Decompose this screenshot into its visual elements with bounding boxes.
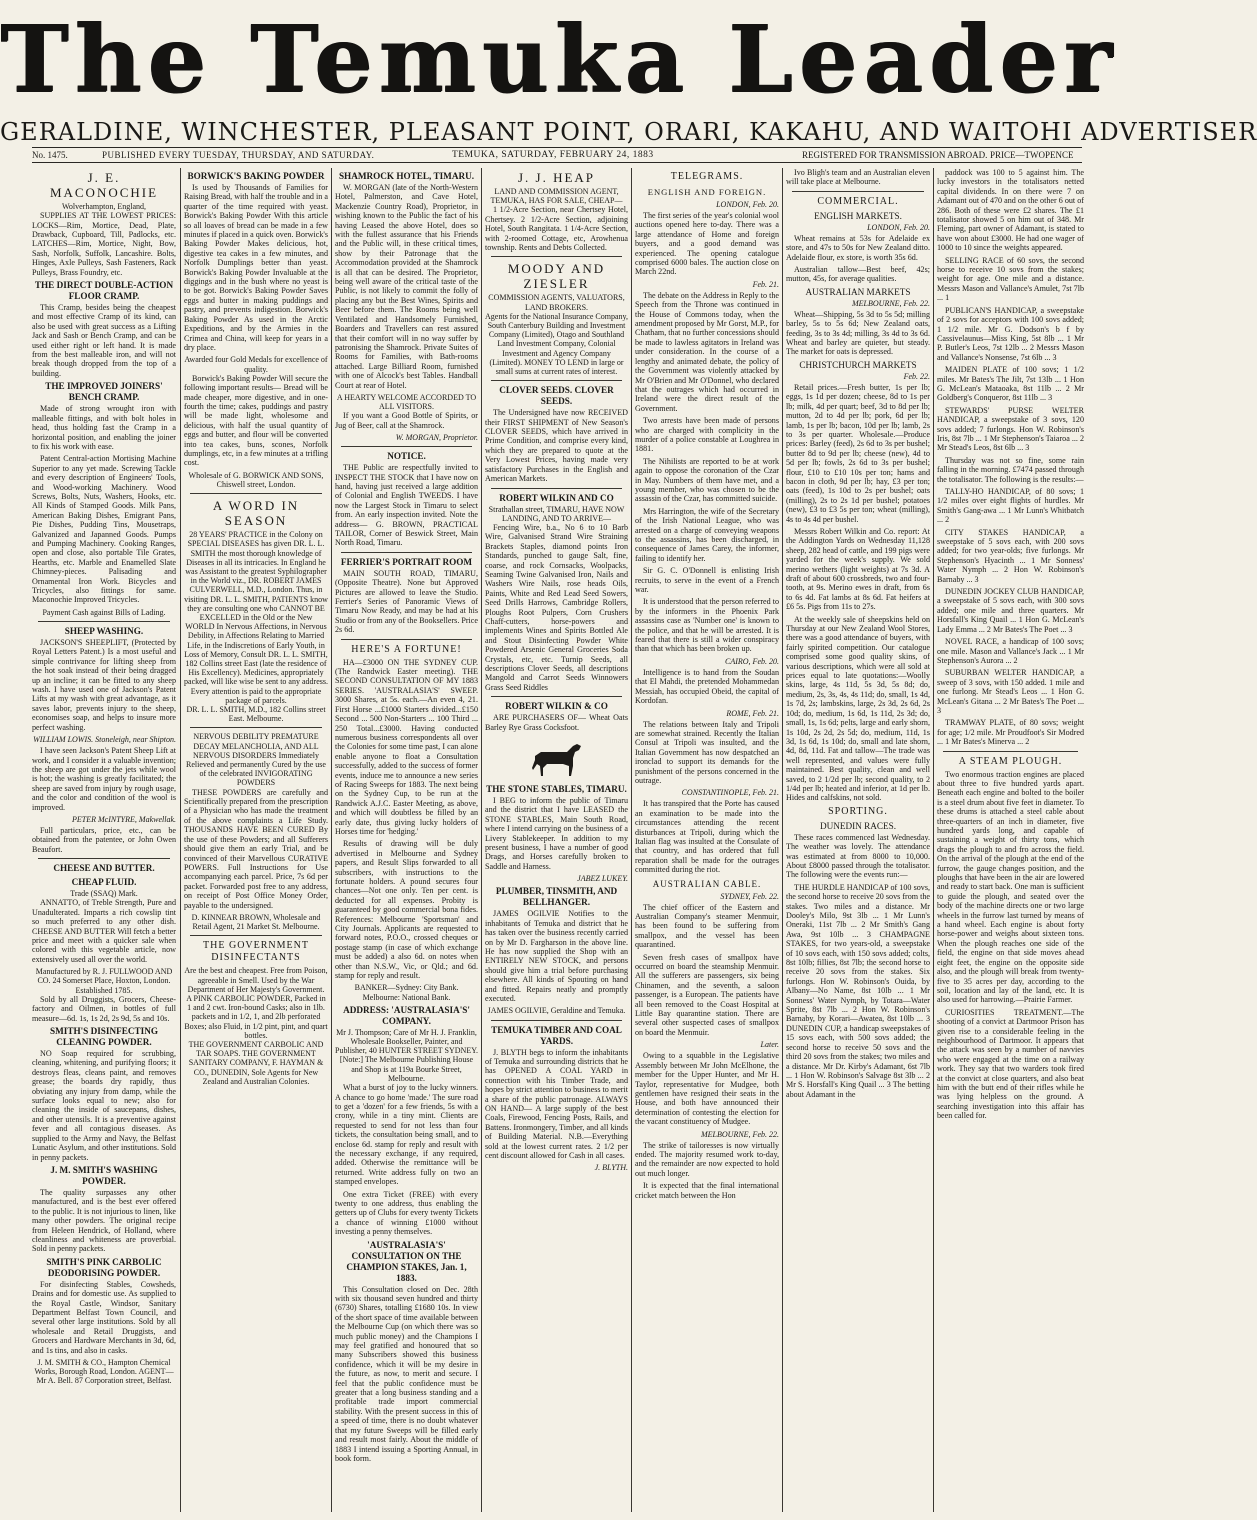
ad-heading: THE DIRECT DOUBLE-ACTION FLOOR CRAMP. bbox=[34, 280, 174, 302]
race-result: STEWARDS' PURSE WELTER HANDICAP, a sweepstake of 3 sovs, 120 sovs added; 7 furlongs. Hon W. Robinson's Iris, 8st 7lb ... 1 Mr Stephenson's Taiaroa ... 2 Mr Stead's Leos, 8st 6lb ... 3 bbox=[937, 405, 1084, 453]
news-paragraph: Owing to a squabble in the Legislative Assembly between Mr John McElhone, the member for the Upper Hunter, and Mr H. Taylor, representative for Mudgee, both gentlemen have resigned their seats in the House, and both have announced their determination of contesting the election for the vacant constituency of Mudgee. bbox=[635, 1051, 779, 1127]
ad-text: The quality surpasses any other manufactured, and is the best ever offered to the public. It is not injurious to linen, like many other powders. The original recipe from Heleen Hendrick, of Holland, where cleanliness and whiteness are proverbial. Sold in penny packets. bbox=[32, 1187, 176, 1254]
divider bbox=[341, 446, 472, 447]
ad-text: For disinfecting Stables, Cowsheds, Drains and for domestic use. As supplied to the Royal Castle, Windsor, Sanitary Department Belfast Town Council, and several other large institutions. Sold by all wholesale and Retail Druggists, and Grocers and Hardware Merchants in 3d, 6d, and 1s tins, and also in casks. bbox=[32, 1279, 176, 1355]
registered-note: REGISTERED FOR TRANSMISSION ABROAD. bbox=[802, 150, 988, 160]
ad-text: MAIN SOUTH ROAD, TIMARU, (Opposite Theatre). None but Approved Pictures are allowed to leave the Studio. Ferrier's Series of Panoramic Views of Timaru Now Ready, and may be had at his Studio or from any of the Booksellers. Price 2s 6d. bbox=[335, 568, 478, 635]
column-rule bbox=[180, 168, 181, 1512]
ad-text: The Undersigned have now RECEIVED their FIRST SHIPMENT of New Season's CLOVER SEEDS, which have arrived in Prime Condition, and comprise every kind, which they are prepared to quote at the Very Lowest Prices, having made very satisfactory Purchases in the English and American Markets. bbox=[485, 408, 628, 484]
column-2 bbox=[184, 168, 328, 1512]
news-paragraph: The chief officer of the Eastern and Australian Company's steamer Menmuir, has been found to be suffering from smallpox, and the vessel has been quarantined. bbox=[635, 902, 779, 950]
section-heading: SPORTING. bbox=[828, 805, 888, 817]
ad-text: This Cramp, besides being the cheapest and most effective Cramp of its kind, can also be used with great success as a Lifting Jack and Sash or Bench Cramp, and can be used either right or left hand. It is made from the best malleable iron, and will not break though dropped from the top of a building. bbox=[32, 303, 176, 378]
ad-text: Mr J. Thompson; Care of Mr H. J. Franklin, Wholesale Bookseller, Painter, and Publisher, 40 HUNTER STREET SYDNEY. [Note:] The Melbourne Publishing House and Shop is at 119a Bourke Street, Melbourne. bbox=[335, 1027, 478, 1083]
divider bbox=[341, 552, 472, 553]
ad-text: I have seen Jackson's Patent Sheep Lift at work, and I consider it a valuable invention; the sheep are got under the jets while wool is hot; the washing is greatly facilitated; the sheep are saved from injury by rough usage, and the color and condition of the wool is improved. bbox=[32, 746, 176, 812]
ad-heading: TEMUKA TIMBER AND COAL YARDS. bbox=[491, 1024, 622, 1046]
ad-heading: J. M. SMITH'S WASHING POWDER. bbox=[50, 1164, 158, 1186]
ad-heading: CHEAP FLUID. bbox=[71, 877, 137, 888]
ad-text: Agents for the National Insurance Company, South Canterbury Building and Investment Company (Limited), Otago and Southland Land Investment Company, Colonial Investment and Agency Company (Limited). MONEY TO LEND in large or small sums at current rates of interest. bbox=[485, 311, 628, 377]
divider bbox=[491, 696, 622, 697]
news-paragraph: CURIOSITIES TREATMENT.—The shooting of a convict at Dartmoor Prison has given rise to a considerable feeling in the neighbourhood of Dartmoor. It appears that the attack was seen by a number of navvies who were engaged at the time on a railway work. They say that two warders took fired at the convict at close quarters, and also beat him with the butt end of their rifles while he was lying helpless on the ground. A searching investigation into this affair has been called for. bbox=[937, 1007, 1084, 1121]
ad-text: If you want a Good Bottle of Spirits, or Jug of Beer, call at the Shamrock. bbox=[335, 411, 478, 430]
news-paragraph: It is understood that the person referred to by the informers in the Phoenix Park assassins case as 'Number one' is known to the police, and that he will be arrested. It is feared that there is still a wider conspiracy than that which has been broken up. bbox=[635, 597, 779, 654]
news-paragraph: Wheat—Shipping, 5s 3d to 5s 5d; milling barley, 5s to 5s 6d; New Zealand oats, feeding, 3s to 3s 4d; milling, 3s 4d to 3s 6d. Wheat and barley are quieter, but steady. The market for oats is depressed. bbox=[786, 309, 930, 357]
dateline: MELBOURNE, Feb. 22. bbox=[701, 1129, 779, 1139]
section-subheading: ENGLISH AND FOREIGN. bbox=[647, 187, 767, 197]
race-result: NOVEL RACE, a handicap of 100 sovs; one mile. Mason and Vallance's Jack ... 1 Mr Stephenson's Aurora ... 2 bbox=[937, 637, 1084, 665]
ad-text: THE GOVERNMENT CARBOLIC AND TAR SOAPS. THE GOVERNMENT SANITARY COMPANY, F. HAYMAN & CO., DUNEDIN, Sole Agents for New Zealand and Australian Colonies. bbox=[188, 1039, 324, 1086]
column-7 bbox=[937, 168, 1084, 1512]
ad-text: W. MORGAN (late of the North-Western Hotel, Palmerston, and Cave Hotel, Mackenzie Country Road), Proprietor, in wishing known to the Public the fact of his having Leased the above Hotel, does so with the fullest assurance that his Friends and the Public will, in these critical times, show by their Patronage that the Accommodation provided at the Shamrock is all that can be desired. The Proprietor, being well aware of the critical taste of the Public, is not likely to commit the folly of placing any but the Best Wines, Spirits and Beer before them. The Rooms being well Ventilated and Handsomely Furnished, Boarders and Travellers can rest assured that their comfort will in no way suffer by patronising the Shamrock. Private Suites of Rooms for Families, with Bath-rooms attached. Large Billiard Room, furnished with one of Alcock's best Tables. Handball Court at rear of Hotel. bbox=[335, 183, 478, 390]
ad-signature: WILLIAM LOWIS. Stoneleigh, near Shipton. bbox=[33, 735, 176, 745]
ad-heading: FERRIER'S PORTRAIT ROOM bbox=[340, 556, 473, 567]
news-paragraph: Mrs Harrington, the wife of the Secretary of the Irish National League, who was arrested on a charge of conveying weapons to the assassins, has been discharged, in consequence of James Carey, the informer, failing to identify her. bbox=[635, 506, 779, 563]
ad-heading: SMITH'S PINK CARBOLIC DEODORISING POWDER. bbox=[46, 1256, 162, 1278]
race-results: THE HURDLE HANDICAP of 100 sovs, the second horse to receive 20 sovs from the stakes. Two miles and a distance. Mr Dooley's Milo, 9st 3lb ... 1 Mr Lunn's Oneraki, 11st 7lb ... 2 Mr Smith's Gang Awa, 9st 10lb ... 3 CHAMPAGNE STAKES, for two years-old, a sweepstake of 10 sovs each, with 150 sovs added; colts, 8st 10lb; fillies, 8st 7lb; the second horse to receive 20 sovs from the stakes. Six furlongs. Hon W. Robinson's Ouida, by Albany—No Name, 8st 10lb ... 1 Mr Sonness' Water Nymph, by Totara—Water Sprite, 8st 7lb ... 2 Hon W. Robinson's Barnaby, by Korari—Awatea, 8st 10lb ... 3 DUNEDIN CUP, a handicap sweepstakes of 15 sovs each, with 500 sovs added; the second horse to receive 50 sovs and the third 20 sovs from the stakes; two miles and a distance. Mr Dr. Kirby's Adamant, 6st 7lb ... 1 Hon W. Robinson's Salvage 8st 3lb ... 2 Mr S. Horsfall's King Quail ... 3 The betting about Adamant in the bbox=[786, 882, 930, 1099]
ad-text: A HEARTY WELCOME ACCORDED TO ALL VISITORS. bbox=[336, 392, 477, 412]
ad-heading: THE IMPROVED JOINERS' BENCH CRAMP. bbox=[45, 381, 163, 403]
news-paragraph: Seven fresh cases of smallpox have occurred on board the steamship Menmuir. All the sufferers are passengers, six being Chinamen, and the seventh, a saloon passenger, is a European. The patients have all been removed to the Coast Hospital at Little Bay quarantine station. There are several other suspected cases of smallpox on board the Menmuir. bbox=[635, 952, 779, 1037]
issue-number: No. 1475. bbox=[32, 150, 68, 160]
ad-heading: NERVOUS DEBILITY PREMATURE DECAY MELANCHOLIA, AND ALL NERVOUS DISORDERS Immediately Relieved and permanently Cured by the use of the celebrated INVIGORATING POWDERS bbox=[186, 732, 326, 788]
ad-text: THESE POWDERS are carefully and Scientifically prepared from the prescription of a Physician who has made the treatment of the above complaints a Life Study. THOUSANDS HAVE BEEN CURED By the use of these Powders; and all Sufferers should give them an early Trial, and be convinced of their Marvellous CURATIVE POWERS. Full Instructions for Use accompanying each parcel. Price, 7s 6d per packet. Forwarded post free to any address, on receipt of Post Office Money Order, payable to the undersigned. bbox=[184, 787, 328, 910]
published-note: PUBLISHED EVERY TUESDAY, THURSDAY, AND SATURDAY. bbox=[102, 150, 375, 160]
section-subheading: AUSTRALIAN MARKETS bbox=[805, 286, 911, 297]
ad-signature: W. MORGAN, Proprietor. bbox=[395, 433, 478, 443]
divider bbox=[491, 380, 622, 381]
race-result: PUBLICAN'S HANDICAP, a sweepstake of 2 sovs for acceptors with 100 sovs added; 1 1/2 mile. Mr G. Dodson's b f by Cassivelaunus—Miss King, 5st 8lb ... 1 Mr P. Butler's Leos, 7st 12lb ... 2 Messrs Mason and Vallance's Nonsense, 7st 6lb ... 3 bbox=[937, 305, 1084, 362]
dateline: Feb. 22. bbox=[903, 371, 930, 381]
section-subheading: DUNEDIN RACES. bbox=[819, 820, 897, 831]
price: PRICE—TWOPENCE bbox=[990, 150, 1074, 160]
ad-heading: J. J. HEAP bbox=[517, 170, 596, 185]
ad-heading: NOTICE. bbox=[387, 451, 426, 462]
dateline: LONDON, Feb. 20. bbox=[867, 222, 930, 232]
ad-text: Manufactured by R. J. FULLWOOD AND CO. 24 Somerset Place, Hoxton, London. Established 1785. bbox=[35, 967, 173, 995]
ad-text: Payment Cash against Bills of Lading. bbox=[42, 607, 166, 617]
section-heading: COMMERCIAL. bbox=[817, 195, 899, 207]
ad-text: Made of strong wrought iron with malleable fittings, and with bolt holes in head, thus holding fast the Cramp in a horizontal position, and enabling the joiner to fix his work with ease. bbox=[32, 404, 176, 451]
news-paragraph: Two arrests have been made of persons who are charged with complicity in the murder of a police constable at Loughrea in 1881. bbox=[635, 416, 779, 454]
news-paragraph: Wheat remains at 53s for Adelaide ex store, and 47s to 50s for New Zealand ditto. Adelaide flour, ex store, is worth 35s 6d. bbox=[786, 233, 930, 262]
column-rule bbox=[631, 168, 632, 1512]
ad-text: BANKER—Sydney: City Bank. Melbourne: National Bank. bbox=[354, 983, 459, 1002]
ad-text: Sold by all Druggists, Grocers, Cheese-factory and Oilmen, in bottles of full measure—6d. 1s, 1s 2d, 2s 9d, 5s and 10s. bbox=[32, 994, 176, 1023]
column-rule bbox=[782, 168, 783, 1512]
section-heading: AUSTRALIAN CABLE. bbox=[652, 878, 762, 889]
ad-text: JAMES OGILVIE Notifies to the inhabitants of Temuka and district that he has taken over the business recently carried on by Mr D. Fargharson in the above line. He has now supplied the Shop with an ENTIRELY NEW STOCK, and persons should give him a trial before purchasing elsewhere. All kinds of Spouting on hand and fitted. Repairs neatly and promptly executed. bbox=[485, 909, 628, 1003]
news-paragraph: The relations between Italy and Tripoli are somewhat strained. Recently the Italian Consul at Tripoli was insulted, and the Italian Government has now despatched an ironclad to support its demands for the punishment of the persons concerned in the outrage. bbox=[635, 719, 779, 785]
news-paragraph: At the weekly sale of sheepskins held on Thursday at our New Zealand Wool Stores, there was a good attendance of buyers, with fairly spirited competition. Our catalogue comprised some good quality skins, of various descriptions, which were all sold at prices equal to late quotations:—Woolly skins, large, 4s 11d, 5s 3d, 5s 8d; do, medium, 2s, 3s, 4s, 4s 11d; do, small, 1s 4d, 1s 7d, 2s; lambskins, large, 2s 3d, 2s 6d, 2s 10d; do, medium, 1s 6d, 1s 11d, 2s 3d; do, small, 1s, 1s 6d; pelts, large and early shorn, 1s 10d, 2s 2d, 2s 5d; do, medium, 11d, 1s 3d, 1s 6d, 1s 10d; do, small and late shorn, 4d, 8d, 11d. Fat and tallow—The trade was well represented, and values were fully maintained. Best quality, clean and well saved, to 2 1/2d per lb; second quality, to 2 1/4d per lb; heated and inferior, at 1d per lb. Hides and calfskins, not sold. bbox=[786, 614, 930, 803]
race-result: MAIDEN PLATE of 100 sovs; 1 1/2 miles. Mr Bates's The Jilt, 7st 13lb ... 1 Hon G. McLean's Mataoaka, 8st 11lb ... 2 Mr Goldberg's Conqueror, 8st 11lb ... 3 bbox=[937, 365, 1084, 403]
divider bbox=[792, 191, 924, 192]
news-paragraph: The debate on the Address in Reply to the Speech from the Throne was continued in the House of Commons today, when the amendment proposed by Mr Gorst, M.P., for Chatham, that no further concessions should be made to lawless agitators in Ireland was under consideration. In the course of a lengthy and animated debate, the policy of the Government was violently attacked by Mr O'Brien and Mr O'Donnel, who declared that the outrages which had occurred in Ireland were the direct result of the Government. bbox=[635, 290, 779, 413]
column-4 bbox=[485, 168, 628, 1512]
ad-text: Borwick's Baking Powder Will secure the following important results— Bread will be made cheaper, more digestive, and in one-fourth the time; cakes, puddings and pastry will be made light, wholesome and delicious, with half the usual quantity of eggs and butter, and flour will be converted into tea cakes, buns, scones, Norfolk dumplings, etc, in a few minutes at a trifling cost. bbox=[184, 373, 328, 468]
ad-text: Fencing Wire, b.a., No 6 to 10 Barb Wire, Galvanised Strand Wire Straining Brackets Staples, diamond points Iron Standards, punched to gauge Salt, fine, coarse, and rock Cornsacks, Woolpacks, Seaming Twine Galvanised Iron, Nails and Washers Wire Nails, rose heads Oils, Paints, White and Red Lead Seed Sowers, Seed Drills Harrows, Cambridge Rollers, Ploughs Root Pulpers, Corn Crushers Chaff-cutters, horse-powers and implements Wines and Spirits Bottled Ale and Stout Disinfecting Powder White Powdered Arsenic General Groceries Soda Crystals, etc, etc. Turnip Seeds, all descriptions Clover Seeds, all descriptions Mangold and Carrot Seeds Winnowers Grass Seed Riddles bbox=[485, 522, 628, 692]
dateline: CONSTANTINOPLE, Feb. 21. bbox=[681, 788, 779, 798]
ad-heading: PLUMBER, TINSMITH, AND BELLHANGER. bbox=[495, 886, 618, 908]
column-3 bbox=[335, 168, 478, 1512]
trade-mark: Trade (SSAQ) Mark. bbox=[70, 889, 138, 899]
column-1 bbox=[32, 168, 176, 1512]
column-rule bbox=[933, 168, 934, 1512]
ad-text: Full particulars, price, etc., can be obtained from the patentee, or John Owen Beaufort. bbox=[32, 825, 176, 854]
ad-text: HA—£3000 ON THE SYDNEY CUP. (The Randwick Easter meeting). THE SECOND CONSULTATION OF MY 1883 SERIES. 'AUSTRALASIA'S' SWEEP. 3000 Shares, at 5s. each.—An even 4, 21. First Horse ...£1000 Starters divided...£150 Second ... 500 Non-Starters ... 100 Third ... 250 Total...£3000. Having conducted numerous business correspondents all over the Colonies for some time past, I can alone enable anyone to float a Consultation successfully, added to the success of former events, induce me to announce a new series of Racing Sweeps for 1883. The next being on the Sydney Cup, to be run at the Randwick A.J.C. Easter Meeting, as above, and which will doubtless be filled by an early date, thus giving lucky holders of Horses time for 'hedging.' bbox=[335, 657, 478, 836]
masthead-rule bbox=[32, 147, 1082, 148]
ad-heading: SHAMROCK HOTEL, TIMARU. bbox=[338, 171, 475, 181]
ad-heading: CLOVER SEEDS. CLOVER SEEDS. bbox=[499, 385, 614, 407]
dateline: CAIRO, Feb. 20. bbox=[725, 656, 779, 666]
ad-heading: THE GOVERNMENT DISINFECTANTS bbox=[203, 940, 309, 964]
divider bbox=[38, 858, 170, 859]
news-paragraph: These races commenced last Wednesday. The weather was lovely. The attendance was estimated at from 8000 to 10,000. About £8000 passed through the totalisator. The following were the events run:— bbox=[786, 832, 930, 880]
ad-heading: ADDRESS: 'AUSTRALASIA'S' COMPANY. bbox=[343, 1004, 470, 1026]
dateline: MELBOURNE, Feb. 22. bbox=[852, 298, 930, 308]
divider bbox=[491, 256, 622, 257]
race-result: TALLY-HO HANDICAP, of 80 sovs; 1 1/2 miles over eight flights of hurdles. Mr Smith's Gang-awa ... 1 Mr Lunn's Whitbatch ... 2 bbox=[937, 487, 1084, 525]
ad-text: I BEG to inform the public of Timaru and the district that I have LEASED the STONE STABLES, Main South Road, where I intend carrying on the business of a Livery Stablekeeper. In addition to my present business, I have a number of good Drags, and Horses carefully broken to Saddle and Harness. bbox=[485, 796, 628, 871]
column-rule bbox=[481, 168, 482, 1512]
dateline bbox=[32, 149, 1082, 163]
race-result: CITY STAKES HANDICAP, a sweepstake of 5 sovs each, with 200 sovs added; for two year-olds; five furlongs. Mr Stephenson's Hyacinth ... 1 Mr Sonness' Water Nymph ... 2 Hon W. Robinson's Barnaby ... 3 bbox=[937, 527, 1084, 584]
ad-heading: THE STONE STABLES, TIMARU. bbox=[486, 784, 627, 795]
horse-illustration-icon bbox=[527, 736, 587, 780]
masthead-rule-lower bbox=[32, 162, 1082, 163]
ad-heading: MOODY AND ZIESLER bbox=[507, 261, 606, 292]
ad-signature: J. BLYTH. bbox=[594, 1163, 628, 1173]
dateline: SYDNEY, Feb. 22. bbox=[720, 891, 779, 901]
ad-signature: JABEZ LUKEY. bbox=[577, 874, 628, 884]
dateline: LONDON, Feb. 20. bbox=[716, 200, 779, 209]
ad-signature: PETER McINTYRE, Makwellak. bbox=[72, 814, 176, 824]
ad-subheading: Wolverhampton, England, bbox=[61, 202, 146, 211]
ad-subheading: Strathallan street, TIMARU, HAVE NOW LANDING, AND TO ARRIVE— bbox=[488, 504, 625, 523]
race-result: SUBURBAN WELTER HANDICAP, a sweep of 3 sovs, with 150 added. 1 mile and one furlong. Mr Stead's Leos ... 1 Hon G. McLean's Gitana ... 2 Mr Bates's The Poet ... 3 bbox=[937, 668, 1084, 715]
ad-heading: SMITH'S DISINFECTING CLEANING POWDER. bbox=[50, 1026, 158, 1048]
divider bbox=[491, 1020, 622, 1021]
ad-signature: JAMES OGILVIE, Geraldine and Temuka. bbox=[487, 1006, 626, 1016]
race-result: TRAMWAY PLATE, of 80 sovs; weight for age; 1/2 mile. Mr Proudfoot's Sir Modred ... 1 Mr Bates's Minerva ... 2 bbox=[937, 718, 1084, 747]
issue-date: TEMUKA, SATURDAY, FEBRUARY 24, 1883 bbox=[452, 150, 654, 160]
race-result: DUNEDIN JOCKEY CLUB HANDICAP, a sweepstake of 5 sovs each, with 300 sovs added; one mile and three quarters. Mr Horsfall's King Quail ... 1 Hon G. McLean's Lady Emma ... 2 Mr Bates's The Poet ... 3 bbox=[937, 587, 1084, 634]
ad-text: J. BLYTH begs to inform the inhabitants of Temuka and surrounding districts that he has OPENED A COAL YARD in connection with his Timber Trade, and hopes by strict attention to business to merit a share of the public patronage. ALWAYS ON HAND— A large supply of the best Coals, Firewood, Fencing Posts, Rails, and Battens. Ironmongery, Timber, and all kinds of Building Material. N.B.—Everything sold at the lowest current rates. 2 1/2 per cent discount allowed for Cash in all cases. bbox=[485, 1047, 628, 1161]
news-paragraph: Messrs Robert Wilkin and Co. report: At the Addington Yards on Wednesday 11,128 sheep, 282 head of cattle, and 199 pigs were yarded for the week's supply. We sold merino wethers (light weights) at 7s 3d. A draft of about 600 crossbreds, two and four-tooth, at 9s. Merino ewes in draft, from 6s to 6s 4d. Fat lambs at 8s 6d. Fat heifers at £6 5s. Pigs from 11s to 27s. bbox=[786, 526, 930, 612]
news-paragraph: It has transpired that the Porte has caused an examination to be made into the circumstances attending the recent disturbances at Tripoli, during which the Italian flag was insulted at the Consulate of that country, and has ordered that full reparation shall be made for the outrages committed during the riot. bbox=[635, 799, 779, 875]
ad-text: NO Soap required for scrubbing, cleaning, whitening, and purifying floors; it destroys fleas, cleans paint, and removes grease; the boards dry rapidly, thus obviating any injury from damp, while the surface looks equal to new; also for cleaning the inside of saucepans, dishes, and other utensils. It is a preventive against fever and all contagious diseases. As supplied to the Army and Navy, the Belfast Lunatic Asylum, and other institutions. Sold in penny packets. bbox=[32, 1049, 176, 1162]
news-paragraph: Retail prices.—Fresh butter, 1s per lb; eggs, 1s 1d per dozen; cheese, 8d to 1s per lb; milk, 4d per quart; beef, 3d to 8d per lb; mutton, 2d to 4d per lb; pork, 6d per lb; lamb, 1s per lb; bacon, 10d per lb; lamb, 2s to 3s per quarter. Wholesale.—Produce prices: Barley (feed), 2s 6d to 3s per bushel; butter 8d to 9d per lb; cheese (new), 4d to 5d per lb; fowls, 2s 6d to 3s per bushel; flour, £10 to £10 10s per ton; hams and bacon in cloth, 9d per lb; hay, £3 per ton; oats (feed), 1s 10d to 2s per bushel; oats (milling), 2s to 2s 1d per bushel; potatoes (new), £3 to £3 5s per ton; wheat (milling), 4s to 4s 4d per bushel. bbox=[786, 382, 930, 524]
section-subheading: ENGLISH MARKETS. bbox=[814, 210, 902, 221]
divider bbox=[190, 727, 322, 728]
ad-heading: J. E. MACONOCHIE bbox=[49, 170, 159, 200]
ad-heading: ROBERT WILKIN AND CO bbox=[499, 492, 614, 503]
divider bbox=[190, 493, 322, 494]
ad-heading: HERE'S A FORTUNE! bbox=[351, 643, 462, 655]
ad-subheading: LAND AND COMMISSION AGENT, TEMUKA, HAS FOR SALE, CHEAP— bbox=[490, 187, 623, 206]
ad-signature: J. M. SMITH & CO., Hampton Chemical Works, Borough Road, London. AGENT—Mr A. Bell. 87 Corporation street, Belfast. bbox=[34, 1358, 174, 1386]
race-result: SELLING RACE of 60 sovs, the second horse to receive 10 sovs from the stakes; weight for age. One mile and a distance. Messrs Mason and Vallance's Amulet, 7st 7lb ... 1 bbox=[937, 255, 1084, 303]
ad-signature: D. KINNEAR BROWN, Wholesale and Retail Agent, 21 Market St. Melbourne. bbox=[191, 912, 321, 932]
news-paragraph: Australian tallow—Best beef, 42s; mutton, 45s, for average qualities. bbox=[786, 265, 930, 284]
divider bbox=[491, 488, 622, 489]
ad-text: 28 YEARS' PRACTICE in the Colony on SPECIAL DISEASES has given DR. L. L. SMITH the most thorough knowledge of Diseases in all its intricacies. In England he was Assistant to the greatest Syphilographer in the World viz., DR. ROBERT JAMES CULVERWELL, M.D., London. Thus, in visiting DR. L. L. SMITH, PATIENTS know they are consulting one who CANNOT BE EXCELLED in the Old or the New WORLD In Nervous Affections, in Nervous Debility, in Affections Relating to Married Life, in the Indiscretions of Early Youth, in Loss of Memory, Consult DR. L. L. SMITH, 182 Collins street East (late the residence of His Excellency). Medicines, appropriately packed, will like wise be sent to any address. Every attention is paid to the appropriate package of parcels. bbox=[184, 530, 328, 705]
ad-text: Are the best and cheapest. Free from Poison, agreeable in Smell. Used by the War Department of Her Majesty's Government. A PINK CARBOLIC POWDER, Packed in 1 and 2 cwt. Iron-bound Casks; also in 1lb. packets and in 1/2, 1, and 2lb perforated Boxes; also Fluid, in 1/2 pint, pint, and quart bottles. bbox=[184, 966, 328, 1040]
dateline: ROME, Feb. 21. bbox=[726, 708, 779, 718]
ad-text: ANNATTO, of Treble Strength, Pure and Unadulterated. Imparts a rich cowslip tint so much preferred to any other dish. CHEESE AND BUTTER Will fetch a better price and meet with a quicker sale when colored with this vegetable article, now extensively used all over the world. bbox=[32, 898, 176, 964]
ad-text: Patent Central-action Mortising Machine Superior to any yet made. Screwing Tackle and every description of Engineers' Tools, and Wood-working Machinery. Wood Screws, Bolts, Nuts, Washers, Hooks, etc. All Kinds of Stamped Goods. Milk Pans, American Baking Dishes, Emigrant Pans, Pie Dishes, Pudding Tins, Mousetraps, Galvanized and Japanned Goods. Pumps and Pumping Machinery. Cooking Ranges, open and close, also portable Tile Grates, Hearths, etc. Marble and Enamelled Slate Chimney-pieces. Palisading and Ornamental Iron Work. Bicycles and Tricycles, also fittings for same. Maconochie Improved Tricycles. bbox=[32, 454, 176, 605]
ad-text: This Consultation closed on Dec. 28th with six thousand seven hundred and thirty (6730) Shares, totalling £1680 10s. In view of the short space of time available between the Melbourne Cup (on which there was so much public money) and the Champions I may feel gratified and honoured that so many Subscribers showed this business confidence, which it will be my desire in the future, as now, to merit and secure. I feel that the public confidence must be greater that a long business standing and a profitable trade import commercial stability. With the present success in this of a speed of time, there is no doubt whatever that my future Sweeps will be filled early and result most fairly. About the middle of 1883 I intend issuing a Sporting Annual, in book form. bbox=[335, 1284, 478, 1463]
dateline: Feb. 21. bbox=[752, 279, 779, 289]
ad-text: Awarded four Gold Medals for excellence of quality. bbox=[184, 355, 328, 374]
ad-text: Results of drawing will be duly advertised in Melbourne and Sydney papers, and Result Slips forwarded to all subscribers, with instructions to the fortunate holders. A pound secures four chances—Not one only. Ten per cent. is deducted for all expenses. Probity is guaranteed by good commercial bona fides. References: Melbourne 'Sportsman' and City Journals. Applicants are requested to forward notes, P.O.O., crossed cheques or postage stamp (in case of which exchange must be added) a also 6d. on notes when other than N.S.W., Vic, or Qld.; and 6d. stamp for reply and result. bbox=[335, 839, 478, 981]
section-heading: TELEGRAMS. bbox=[670, 171, 744, 182]
ad-signature: DR. L. L. SMITH, M.D., 182 Collins street East. Melbourne. bbox=[186, 705, 326, 724]
ad-text: ARE PURCHASERS OF— Wheat Oats Barley Rye Grass Cocksfoot. bbox=[485, 713, 628, 732]
news-paragraph: Two enormous traction engines are placed about three to five hundred yards apart. Beneath each engine and bolted to the boiler is a steel drum about five feet in diameter. To these drums is attached a steel cable about three-quarters of an inch in diameter, five hundred yards long, and capable of sustaining a weight of thirty tons, which drags the plough to and fro across the field. On the arrival of the plough at the end of the furrow, the gauge changes position, and the ploughs that have been in the air are lowered and ready to start back. One man is sufficient to guide the plough, and seated over the body of the machine directs one or two large wheels in the furrow last turned by means of a hand wheel. Each engine is about forty horse-power and weighs about sixteen tons. When the plough reaches one side of the field, the engine on that side moves ahead eight feet, the engine on the opposite side also, and the plough will break from twenty-five to 35 acres per day, according to the soil, location and lay of the land, etc. It is also used for harrowing.—Prairie Farmer. bbox=[937, 769, 1084, 1005]
ad-signature: Wholesale of G. BORWICK AND SONS, Chiswell street, London. bbox=[188, 470, 324, 489]
news-paragraph: The first series of the year's colonial wool auctions opened here to-day. There was a large attendance of Home and foreign buyers, and a good demand was experienced. The opening catalogue comprised 6000 bales. The auction close on March 22nd. bbox=[635, 211, 779, 277]
section-heading: A STEAM PLOUGH. bbox=[958, 755, 1063, 767]
ad-text: THE Public are respectfully invited to INSPECT THE STOCK that I have now on hand, having just received a large addition of Colonial and English TWEEDS. I have now the Largest Stock in Timaru to select from. An early inspection invited. Note the address— G. BROWN, PRACTICAL TAILOR, Corner of Beswick Street, Main North Road, Timaru. bbox=[335, 463, 478, 548]
section-subheading: CHRISTCHURCH MARKETS bbox=[799, 359, 917, 370]
news-paragraph: Intelligence is to hand from the Soudan that El Mahdi, the pretended Mohammedan Messiah, has occupied Obeid, the capital of Kordofan. bbox=[635, 667, 779, 706]
newspaper-subtitle: GERALDINE, WINCHESTER, PLEASANT POINT, ORARI, KAKAHU, AND WAITOHI ADVERTISER bbox=[0, 118, 1257, 146]
news-paragraph: The strike of tailoresses is now virtually ended. The majority resumed work to-day, and the remainder are now expected to hold out much longer. bbox=[635, 1140, 779, 1178]
news-paragraph: Sir G. C. O'Donnell is enlisting Irish recruits, to serve in the event of a French war. bbox=[635, 566, 779, 595]
dateline: Later. bbox=[760, 1040, 779, 1050]
news-paragraph: The Nihilists are reported to be at work again to oppose the coronation of the Czar in May. Numbers of them have met, and a young member, who was chosen to be the assassin of the Czar, has committed suicide. bbox=[635, 456, 779, 504]
ad-heading: 'AUSTRALASIA'S' CONSULTATION ON THE CHAMPION STAKES, Jan. 1, 1883. bbox=[346, 1239, 467, 1283]
ad-text: SUPPLIES AT THE LOWEST PRICES: LOCKS—Rim, Mortice, Dead, Plate, Drawback, Cupboard, Till, Padlocks, etc. LATCHES—Rim, Mortice, Night, Bow, Sash, Norfolk, Suffolk, Lancashire. Bolts, Hinges, Axle Pulleys, Sash Fasteners, Rack Pulleys, Brass Foundry, etc. bbox=[32, 211, 176, 277]
ad-text: JACKSON'S SHEEPLIFT, (Protected by Royal Letters Patent.) Is a most useful and simple contrivance for lifting sheep from the hot soak instead of their being dragged up an incline; it can be fitted to any sheep wash. I have used one of Jackson's Patent Lifts at my wash with great advantage, as it saves labor, prevents injury to the sheep, economises soap, and helps to insure more perfect washing. bbox=[32, 638, 176, 732]
ad-heading: ROBERT WILKIN & CO bbox=[505, 701, 608, 712]
ad-text: What a burst of joy to the lucky winners. A chance to go home 'made.' The sure road to get a 'dozen' for a few friends, 5s with a crony, while in a tiny mint. Clients are requested to send for not less than four tickets, the consultation being small, and to enclose 6d. stamp for reply and result with the necessary exchange, if any required, added. Otherwise the remittance will be returned. Write address fully on two an stamped envelopes. bbox=[335, 1083, 478, 1187]
news-paragraph: It is expected that the final international cricket match between the Hon bbox=[635, 1181, 779, 1200]
column-6 bbox=[786, 168, 930, 1512]
divider bbox=[38, 621, 170, 622]
ad-heading: A WORD IN SEASON bbox=[212, 498, 300, 529]
columns bbox=[32, 168, 1084, 1512]
ad-text: 1 1/2-Acre Section, near Chertsey Hotel, Chertsey. 2 1/2-Acre Section, adjoining Hotel, South Rangitata. 1 1/4-Acre Section, with 2-roomed Cottage, etc, Arowhenua township. Rents and Debts Collected. bbox=[485, 205, 628, 253]
news-paragraph: Ivo Bligh's team and an Australian eleven will take place at Melbourne. bbox=[786, 168, 930, 187]
news-paragraph: Thursday was not so fine, some rain falling in the morning. £7474 passed through the totalisator. The following is the results:— bbox=[937, 455, 1084, 484]
ad-subheading: COMMISSION AGENTS, VALUATORS, LAND BROKERS. bbox=[488, 293, 625, 312]
column-5 bbox=[635, 168, 779, 1512]
divider bbox=[190, 935, 322, 936]
masthead bbox=[0, 0, 1257, 163]
divider bbox=[341, 639, 472, 640]
ad-text: One extra Ticket (FREE) with every twenty to one address, thus enabling the getters up of Clubs for every twenty Tickets a chance of winning £1000 without investing a penny themselves. bbox=[335, 1189, 478, 1237]
newspaper-title: The Temuka Leader bbox=[0, 5, 1119, 113]
column-rule bbox=[331, 168, 332, 1512]
ad-heading: SHEEP WASHING. bbox=[64, 626, 144, 637]
ad-heading: CHEESE AND BUTTER. bbox=[53, 863, 155, 874]
divider bbox=[943, 751, 1078, 752]
news-paragraph: paddock was 100 to 5 against him. The lucky investors in the totalisators netted capital dividends. In on there were 7 on Adamant out of 470 and on the other 6 out of 286. Both of these were £2 shares. The £1 totalisator showed 5 on him out of 348. Mr Fleming, part owner of Adamant, is stated to have won about £3000. He had one wager of 1000 to 10 since the weights appeared. bbox=[937, 168, 1084, 253]
ad-heading: BORWICK'S BAKING POWDER bbox=[187, 171, 325, 181]
ad-text: Is used by Thousands of Families for Raising Bread, with half the trouble and in a quarter of the time required with yeast. Borwick's Baking Powder With this article so all loaves of bread can be made in a few minutes if placed in a quick oven. Borwick's Baking Powder Makes delicious, hot, digestive tea cakes in a few minutes, and Norfolk Dumplings better than yeast. Borwick's Baking Powder Invaluable at the diggings and in the bush where no yeast is to be got. Borwick's Baking Powder Saves eggs and butter in making puddings and pastry, and prevents indigestion. Borwick's Baking Powder As used in the Arctic Expeditions, and by the Armies in the Crimea and China, will keep for years in a dry place. bbox=[184, 183, 328, 352]
